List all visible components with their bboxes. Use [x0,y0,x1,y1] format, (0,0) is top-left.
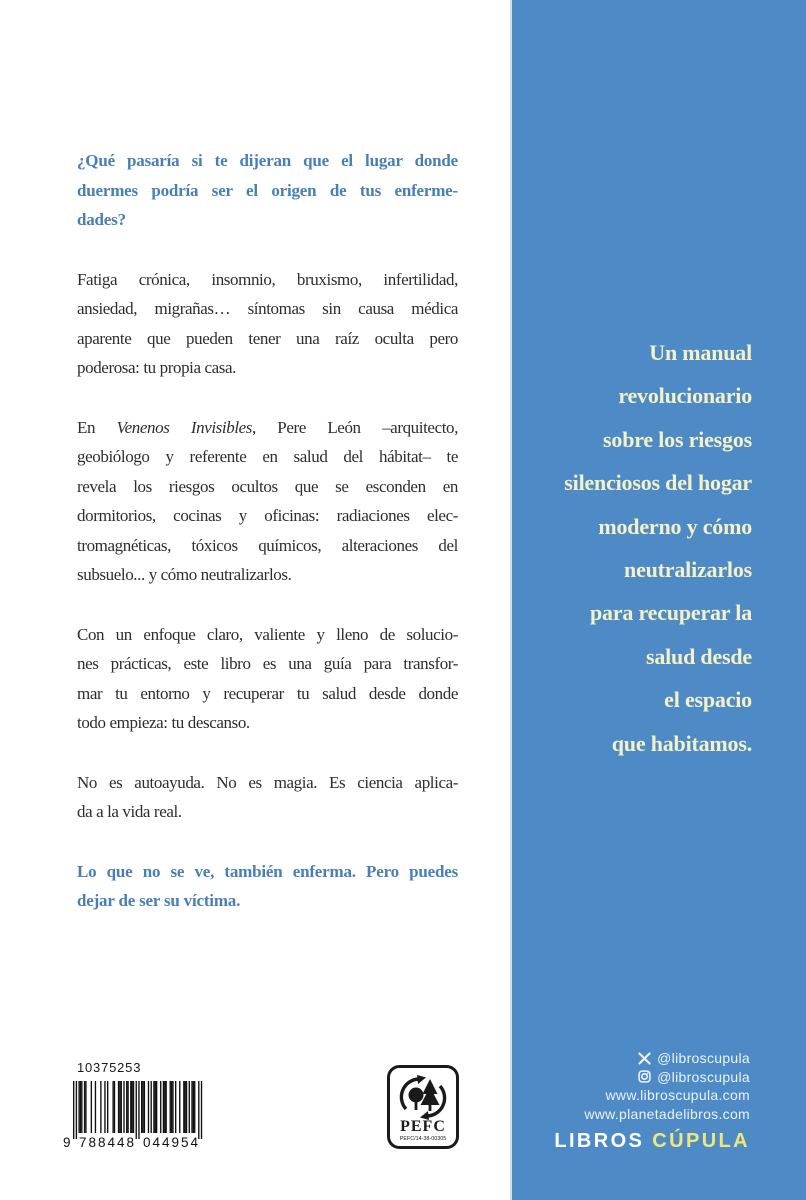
closing-line: Lo que no se ve, también enferma. Pero puedes dejar de ser su víctima. [77,861,458,910]
planetadelibros-url: www.planetadelibros.com [584,1105,750,1122]
publisher-logo-word1: LIBROS [554,1130,645,1153]
svg-text:044954: 044954 [143,1135,198,1149]
svg-text:9: 9 [63,1135,71,1149]
svg-text:PEFC: PEFC [400,1118,446,1135]
back-cover-copy [77,146,458,946]
publisher-logo [520,1130,750,1153]
social-block [520,1049,750,1153]
x-icon [638,1052,651,1065]
barcode-upper-code: 10375253 [77,1060,142,1075]
ean13-barcode [60,1081,206,1149]
lead-question: ¿Qué pasaría si te dijeran que el lugar donde duermes podría ser el origen de tus enferme- dades? [77,151,458,229]
paragraph-author: En Venenos Invisibles, Pere León –arquitecto, geobiólogo y referente en salud del hábitat– te revela los riesgos ocultos que se esconden en dormitorios, cocinas y oficinas: radiaciones elec- tromagnéticas, tóxicos químicos, alteraciones del subsuelo... y cómo neutralizarlos. [77,417,458,584]
publisher-url: www.libroscupula.com [605,1087,750,1104]
panel-quote: Un manual revolucionario sobre los riesgos silenciosos del hogar moderno y cómo neutralizarlos para recuperar la salud desde el espacio que habitamos. [564,340,752,756]
x-handle-row [520,1049,750,1068]
pefc-logo [386,1064,460,1155]
instagram-icon [638,1070,651,1083]
paragraph-symptoms: Fatiga crónica, insomnio, bruxismo, infertilidad, ansiedad, migrañas… síntomas sin causa médica aparente que pueden tener una raíz oculta pero poderosa: tu propia casa. [77,269,458,377]
svg-text:788448: 788448 [79,1135,134,1149]
paragraph-approach: Con un enfoque claro, valiente y lleno de solucio- nes prácticas, este libro es una guía para transfor- mar tu entorno y recuperar tu salud desde donde todo empieza: tu descanso. [77,624,458,732]
instagram-handle: @libroscupula [657,1068,750,1085]
pefc-license: PEFC/14-38-00305 [399,1136,447,1142]
side-panel [510,0,806,1200]
publisher-logo-word2: CÚPULA [652,1130,750,1153]
instagram-handle-row [520,1068,750,1087]
barcode-block [60,1060,210,1149]
x-handle: @libroscupula [657,1050,750,1067]
paragraph-science: No es autoayuda. No es magia. Es ciencia aplica- da a la vida real. [77,772,458,821]
